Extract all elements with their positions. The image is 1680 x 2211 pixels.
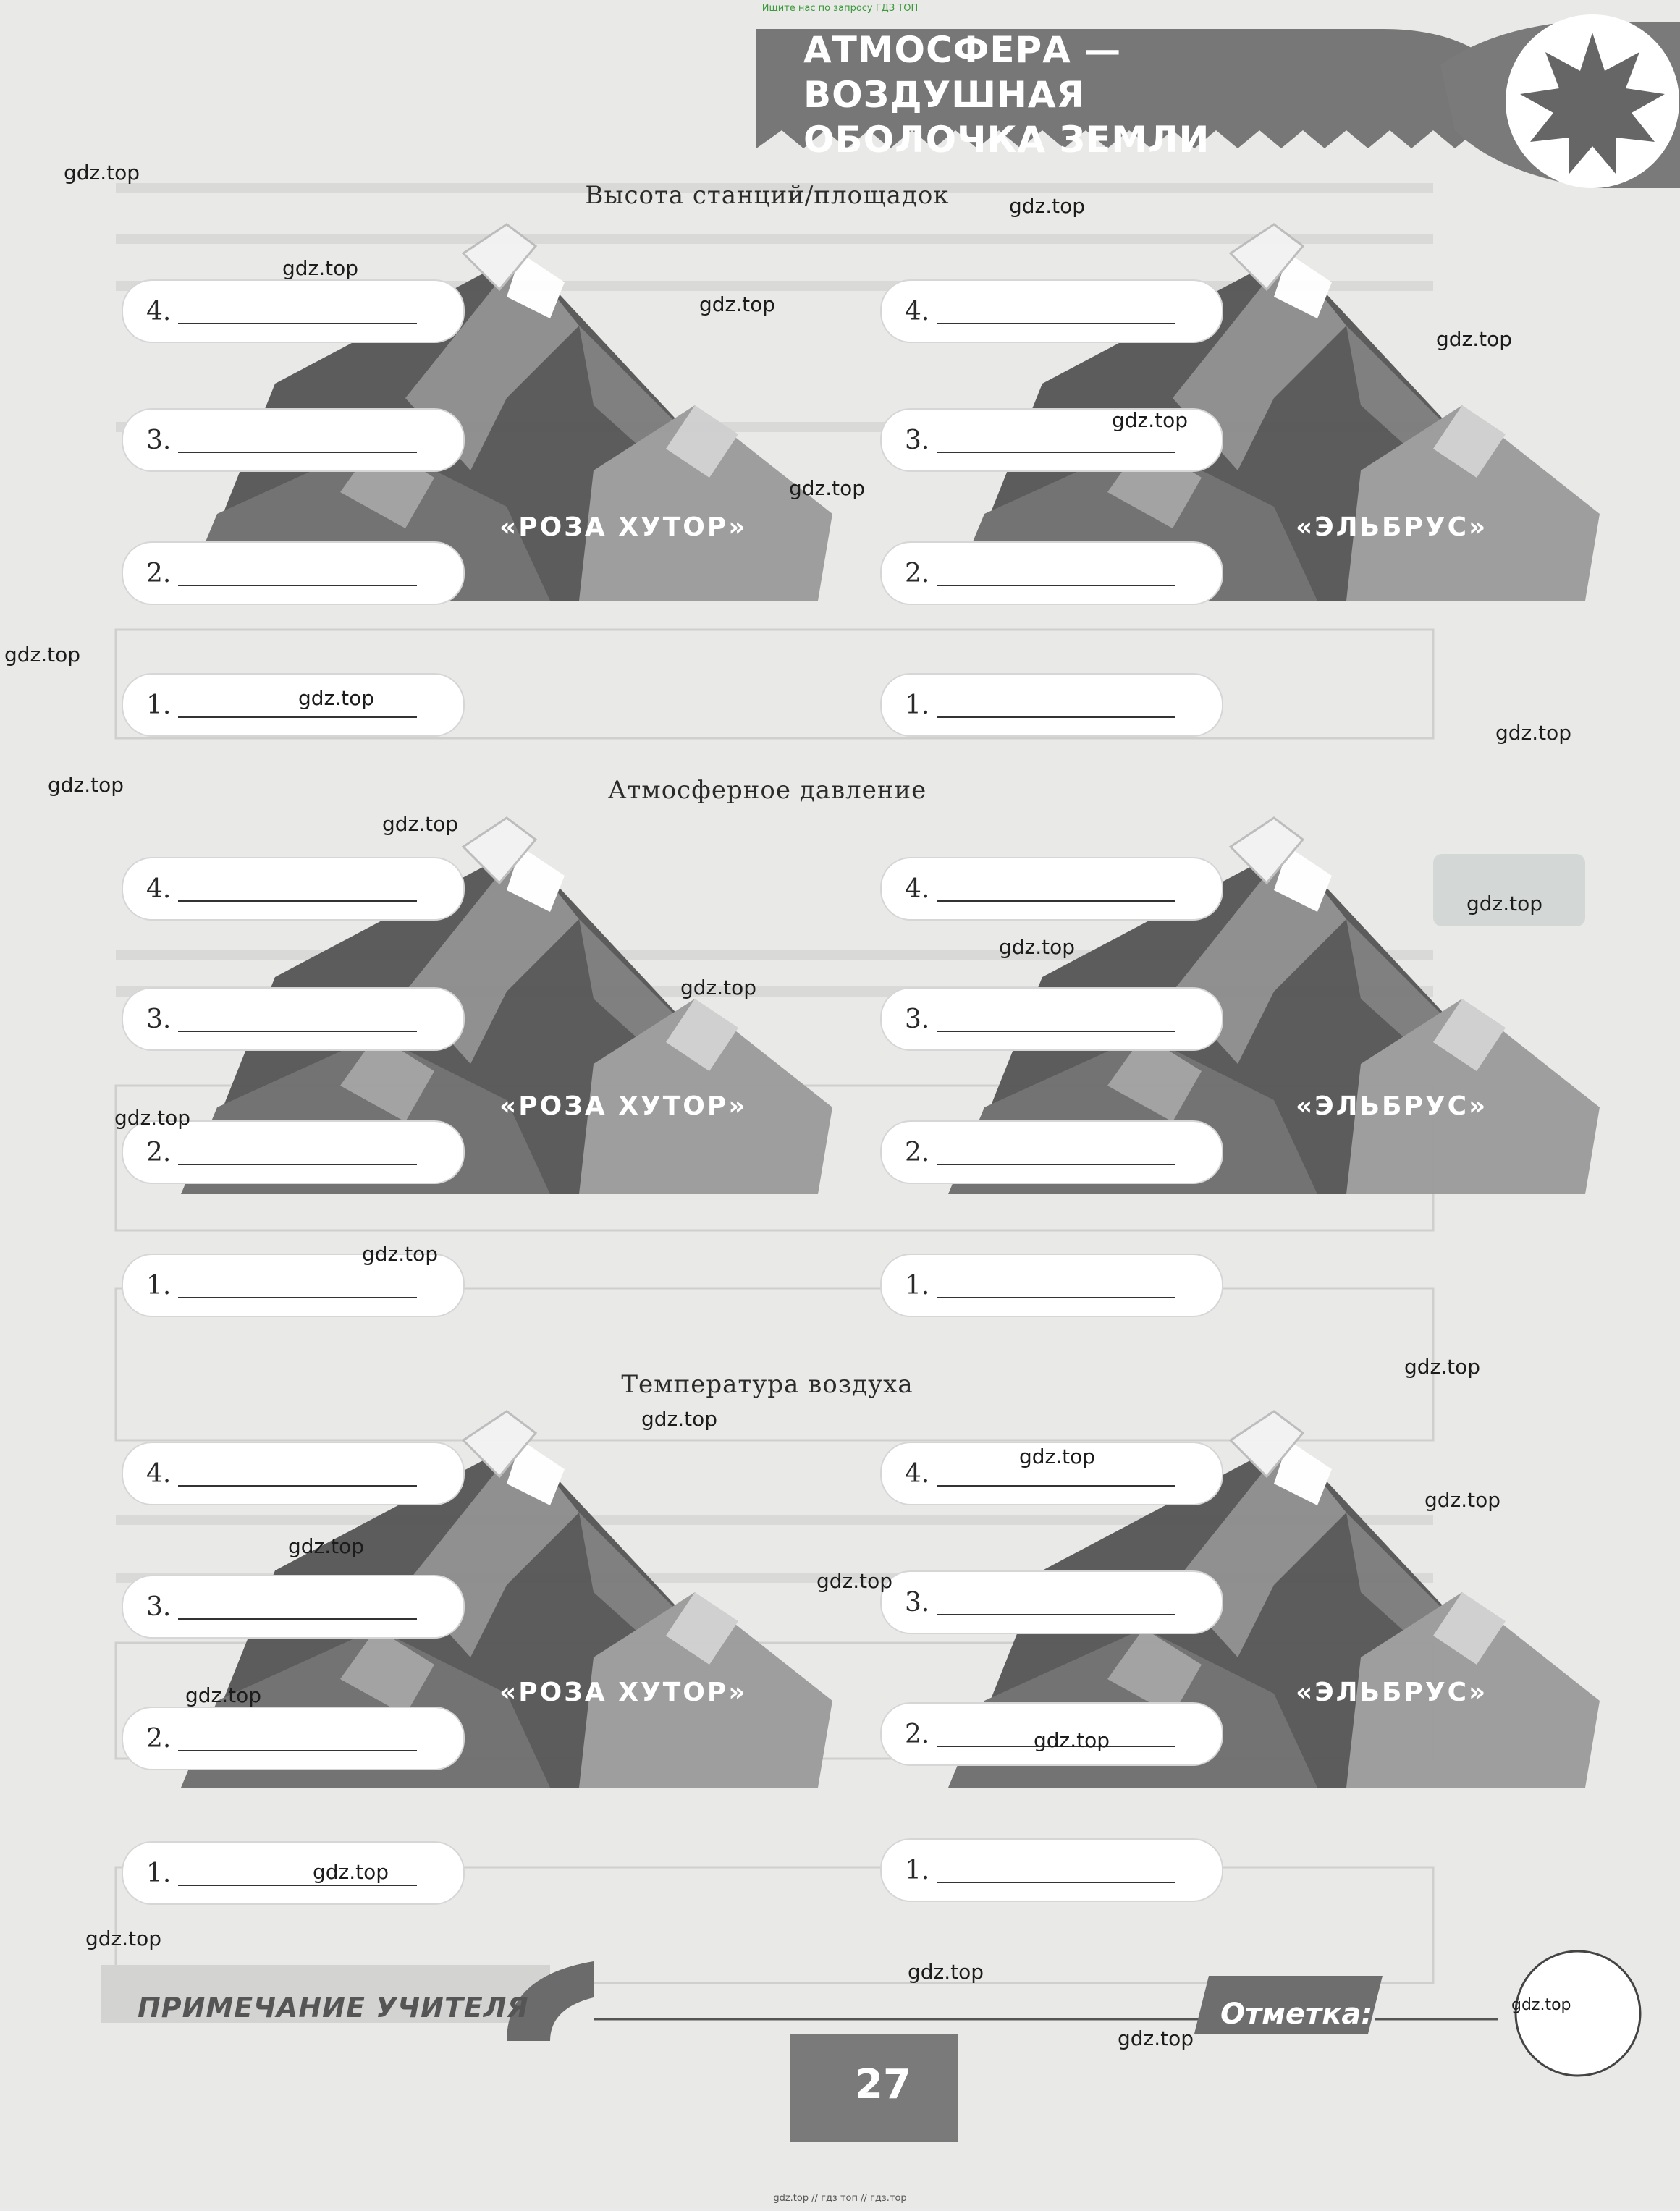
watermark: gdz.top [382, 812, 459, 836]
watermark: gdz.top [1511, 1996, 1571, 2014]
watermark: gdz.top [185, 1683, 262, 1707]
answer-field-height-right-3[interactable]: 3. [882, 410, 1222, 470]
watermark: gdz.top [1034, 1728, 1110, 1752]
watermark: gdz.top [816, 1569, 893, 1593]
answer-field-height-right-2[interactable]: 2. [882, 543, 1222, 604]
mark-label: Отметка: [1220, 1997, 1373, 2031]
answer-field-height-right-4[interactable]: 4. [882, 281, 1222, 342]
watermark: gdz.top [789, 476, 866, 500]
watermark: gdz.top [298, 686, 375, 710]
answer-field-temperature-left-2[interactable]: 2. [123, 1708, 463, 1769]
station-label-elbrus-2: «ЭЛЬБРУС» [1296, 1091, 1488, 1121]
answer-field-height-left-4[interactable]: 4. [123, 281, 463, 342]
answer-field-temperature-right-4[interactable]: 4. [882, 1443, 1222, 1504]
station-label-elbrus-1: «ЭЛЬБРУС» [1296, 512, 1488, 542]
watermark: gdz.top [1404, 1355, 1481, 1379]
watermark: gdz.top [1424, 1488, 1501, 1512]
watermark: gdz.top [64, 161, 140, 185]
answer-field-height-right-1[interactable]: 1. [882, 675, 1222, 735]
chapter-title-line2: ОБОЛОЧКА ЗЕМЛИ [803, 119, 1210, 161]
watermark: gdz.top [908, 1960, 984, 1984]
answer-field-temperature-left-1[interactable]: 1. [123, 1843, 463, 1903]
station-label-roza-khutor-1: «РОЗА ХУТОР» [499, 512, 748, 542]
chapter-title-line1: АТМОСФЕРА — ВОЗДУШНАЯ [803, 29, 1122, 116]
watermark: gdz.top [1466, 892, 1543, 916]
watermark: gdz.top [288, 1534, 365, 1558]
answer-field-height-left-1[interactable]: 1. [123, 675, 463, 735]
watermark: gdz.top [362, 1242, 439, 1266]
watermark: gdz.top [1112, 408, 1189, 432]
watermark: gdz.top [680, 976, 757, 999]
answer-field-temperature-right-1[interactable]: 1. [882, 1840, 1222, 1901]
watermark: gdz.top [114, 1106, 191, 1130]
answer-field-temperature-right-3[interactable]: 3. [882, 1572, 1222, 1633]
answer-field-temperature-left-3[interactable]: 3. [123, 1576, 463, 1637]
watermark: gdz.top [641, 1407, 718, 1431]
bottom-link[interactable]: gdz.top // гдз топ // гдз.тор [773, 2193, 907, 2204]
watermark: gdz.top [282, 256, 359, 280]
answer-field-temperature-left-4[interactable]: 4. [123, 1443, 463, 1504]
watermark: gdz.top [1009, 194, 1086, 218]
answer-field-pressure-right-4[interactable]: 4. [882, 858, 1222, 919]
section-title-pressure: Атмосферное давление [607, 776, 927, 805]
answer-field-pressure-left-1[interactable]: 1. [123, 1255, 463, 1316]
watermark: gdz.top [699, 292, 776, 316]
watermark: gdz.top [4, 643, 81, 667]
answer-field-pressure-left-2[interactable]: 2. [123, 1122, 463, 1183]
answer-field-pressure-left-3[interactable]: 3. [123, 989, 463, 1049]
watermark: gdz.top [85, 1927, 162, 1950]
teacher-note-label: ПРИМЕЧАНИЕ УЧИТЕЛЯ [138, 1992, 529, 2024]
answer-field-pressure-right-3[interactable]: 3. [882, 989, 1222, 1049]
answer-field-height-left-3[interactable]: 3. [123, 410, 463, 470]
station-label-roza-khutor-2: «РОЗА ХУТОР» [499, 1091, 748, 1121]
answer-field-pressure-left-4[interactable]: 4. [123, 858, 463, 919]
page-number: 27 [855, 2061, 911, 2108]
section-title-temperature: Температура воздуха [621, 1370, 913, 1399]
watermark: gdz.top [999, 935, 1076, 959]
watermark: gdz.top [1019, 1445, 1096, 1468]
top-link[interactable]: Ищите нас по запросу ГДЗ ТОП [761, 3, 919, 14]
answer-field-pressure-right-2[interactable]: 2. [882, 1122, 1222, 1183]
answer-field-height-left-2[interactable]: 2. [123, 543, 463, 604]
answer-field-temperature-right-2[interactable]: 2. [882, 1704, 1222, 1764]
watermark: gdz.top [1436, 327, 1513, 351]
section-title-height: Высота станций/площадок [585, 181, 950, 210]
station-label-elbrus-3: «ЭЛЬБРУС» [1296, 1678, 1488, 1707]
watermark: gdz.top [1495, 721, 1572, 745]
station-label-roza-khutor-3: «РОЗА ХУТОР» [499, 1678, 748, 1707]
watermark: gdz.top [48, 773, 124, 797]
watermark: gdz.top [1118, 2026, 1194, 2050]
answer-field-pressure-right-1[interactable]: 1. [882, 1255, 1222, 1316]
watermark: gdz.top [313, 1860, 389, 1884]
